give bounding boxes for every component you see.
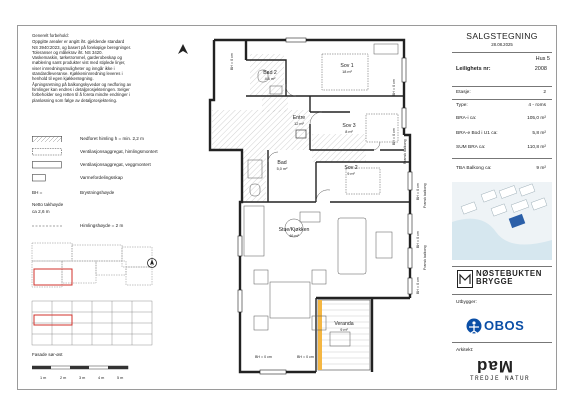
disclaimer-line: Oppgitte arealer er angitt iht. gjeldende standard: [32, 39, 125, 45]
scale-tick-label: 5 m: [117, 376, 124, 380]
room-name: Sov 1: [340, 63, 354, 69]
brand-line1: NØSTEBUKTEN: [476, 269, 542, 278]
legend-label: Ventilasjonsaggregat, veggmontert: [80, 162, 151, 167]
building-label: Hus 5: [535, 56, 550, 62]
info-value: 5,8 m²: [532, 131, 546, 136]
divider: [452, 52, 552, 53]
bh-annotation: BH = 0 cm: [392, 79, 396, 96]
developer-logo-text: OBOS: [484, 318, 525, 333]
netto-value: ca 2,6 m: [32, 209, 50, 214]
fransk-balkong-label: Fransk balkong: [423, 183, 427, 208]
kitchen-counter: [244, 206, 264, 256]
room-area: 5,0 m²: [276, 166, 288, 171]
room-name: Sov 2: [344, 165, 358, 171]
room-name: Stue/Kjøkken: [278, 227, 310, 233]
veranda-glazing: [318, 300, 322, 370]
divider: [452, 342, 552, 343]
disclaimer-line: viser innredningsmuligheter og inngår ikke i: [32, 65, 115, 71]
room-name: Bad 2: [263, 70, 277, 76]
disclaimer-line: Vaskemaskin, tørketrommel, garderobeskap og: [32, 55, 122, 61]
info-row-type: [456, 103, 550, 110]
fransk-balkong-label: Fransk balkong: [423, 245, 427, 270]
room-stue-kjokken: [272, 228, 316, 239]
info-key: Etasje:: [456, 90, 471, 95]
room-bad: [270, 161, 294, 172]
apartment-number-value: 2008: [534, 66, 547, 72]
lowered-ceiling-corridor: [262, 96, 288, 112]
disclaimer-line: standardleveranse. Kjøkkeninnredning leveres i: [32, 71, 123, 77]
coffee-table: [376, 232, 392, 258]
chair: [254, 270, 268, 284]
bh-annotation: BH = 0 cm: [297, 355, 314, 359]
bh-annotation: BH = 0 cm: [416, 231, 420, 248]
room-name: Sov 3: [342, 123, 356, 129]
room-area: 18 m²: [342, 69, 352, 74]
info-key: BRA-i ca:: [456, 116, 477, 121]
scale-tick-label: 4 m: [98, 376, 105, 380]
disclaimer-line: Toleranser og målekrav iht. NS 3420.: [32, 49, 103, 55]
utbygger-key: Utbygger:: [456, 300, 477, 305]
bh-annotation: BH = 0 cm: [392, 128, 396, 145]
room-area: 12 m²: [294, 121, 304, 126]
room-area: 46 m²: [289, 233, 299, 238]
site-map: [452, 182, 552, 260]
room-sov2: [336, 166, 366, 177]
info-value: 110,8 m²: [527, 145, 546, 150]
sofa: [338, 218, 366, 274]
fransk-balkong-label: Fransk balkong: [403, 139, 407, 164]
bh-annotation: BH = 0 cm: [255, 355, 272, 359]
kitchen-island: [300, 212, 320, 222]
divider: [452, 86, 552, 87]
netto-key: Netto takhøyde: [32, 202, 64, 207]
chair: [254, 316, 268, 330]
disclaimer-line: Åpningsretning på balkongskyvedør og nedforing av: [32, 81, 132, 87]
architect-name: TREDJE NATUR: [470, 375, 531, 382]
info-row-balkong: [456, 166, 550, 173]
brand-logo-icon: [457, 270, 473, 288]
info-key: SUM BRA ca:: [456, 145, 486, 150]
brand-name: [476, 270, 542, 286]
disclaimer-line: forbeholder seg retten til å foreta mindre endringer i: [32, 92, 130, 98]
divider: [452, 266, 552, 267]
bh-annotation: BH = 0 cm: [416, 277, 420, 294]
divider: [452, 99, 552, 100]
room-name: Veranda: [334, 321, 354, 327]
info-value: 4 - roms: [528, 103, 546, 108]
disclaimer-line: himlinger kan endres i detaljprosjekteringen. Selger: [32, 86, 130, 92]
divider: [452, 158, 552, 159]
info-row-bra-i: [456, 116, 550, 123]
sheet-date: 28.08.2025: [491, 42, 513, 47]
info-row-etasje: [456, 90, 550, 97]
scale-tick-label: 1 m: [40, 376, 47, 380]
room-area: 9 m²: [347, 171, 355, 176]
obos-logo-icon: [466, 318, 482, 334]
room-entre: [282, 116, 316, 127]
architect-logo: Mad: [476, 357, 513, 376]
info-row-bra-e: [456, 131, 550, 138]
info-key: Type:: [456, 103, 468, 108]
disclaimer-line: planløsning som følge av detaljprosjektering.: [32, 97, 118, 103]
room-sov1: [330, 64, 364, 75]
info-key: BRA-e Bod i U1 ca:: [456, 131, 498, 136]
facade-label: Fasade sør-øst: [32, 352, 63, 357]
room-veranda: [326, 322, 362, 333]
bh-annotation: BH = 0 cm: [230, 53, 234, 70]
info-row-sum-bra: [456, 145, 550, 152]
room-area: 8 m²: [345, 129, 353, 134]
info-value: 9 m²: [536, 166, 546, 171]
disclaimer-line: møblering samt produkter vist med stiplede linjer,: [32, 60, 126, 66]
disclaimer-line: NS 3940:2023, og basert på foreløpige beregninger.: [32, 44, 132, 50]
legend-label: Nedforet himling h = min. 2,2 m: [80, 136, 144, 141]
room-name: Bad: [277, 160, 287, 166]
brand-line2: BRYGGE: [476, 277, 514, 286]
room-name: Entre: [292, 115, 306, 121]
room-sov3: [334, 124, 364, 135]
info-value: 2: [543, 90, 546, 95]
arkitekt-key: Arkitekt:: [456, 348, 474, 353]
disclaimer-line: henhold til egen kjøkkentegning.: [32, 76, 94, 82]
bh-key: BH =: [32, 190, 43, 195]
legend-label: Varmefordelingsskap: [80, 175, 123, 180]
info-key: TBA Balkong ca:: [456, 166, 492, 171]
room-bad2: [256, 71, 284, 82]
disclaimer-heading: Generelt forbehold:: [32, 33, 69, 38]
info-value: 105,0 m²: [527, 116, 546, 121]
dining-table: [270, 282, 310, 318]
lowered-ceiling-hall: [312, 134, 366, 162]
scale-tick-label: 2 m: [60, 376, 67, 380]
wardrobe-sov1: [374, 44, 398, 54]
sheet-title: SALGSTEGNING: [466, 31, 538, 41]
apartment-number-key: Leilighets nr:: [456, 66, 491, 72]
legend-label: Ventilasjonsaggregat, himlingsmontert: [80, 149, 158, 154]
lowered-ceiling-bad: [242, 150, 266, 202]
scale-tick-label: 3 m: [79, 376, 86, 380]
divider: [452, 294, 552, 295]
veranda-area: [318, 300, 370, 370]
bh-annotation: BH = 0 cm: [416, 183, 420, 200]
room-area: 4,6 m²: [264, 76, 276, 81]
chair: [312, 270, 326, 284]
room-area: 9 m²: [340, 327, 348, 332]
legend-label: Himlingshøyde = 2 m: [80, 223, 124, 228]
bh-value: Brystningshøyde: [80, 190, 115, 195]
